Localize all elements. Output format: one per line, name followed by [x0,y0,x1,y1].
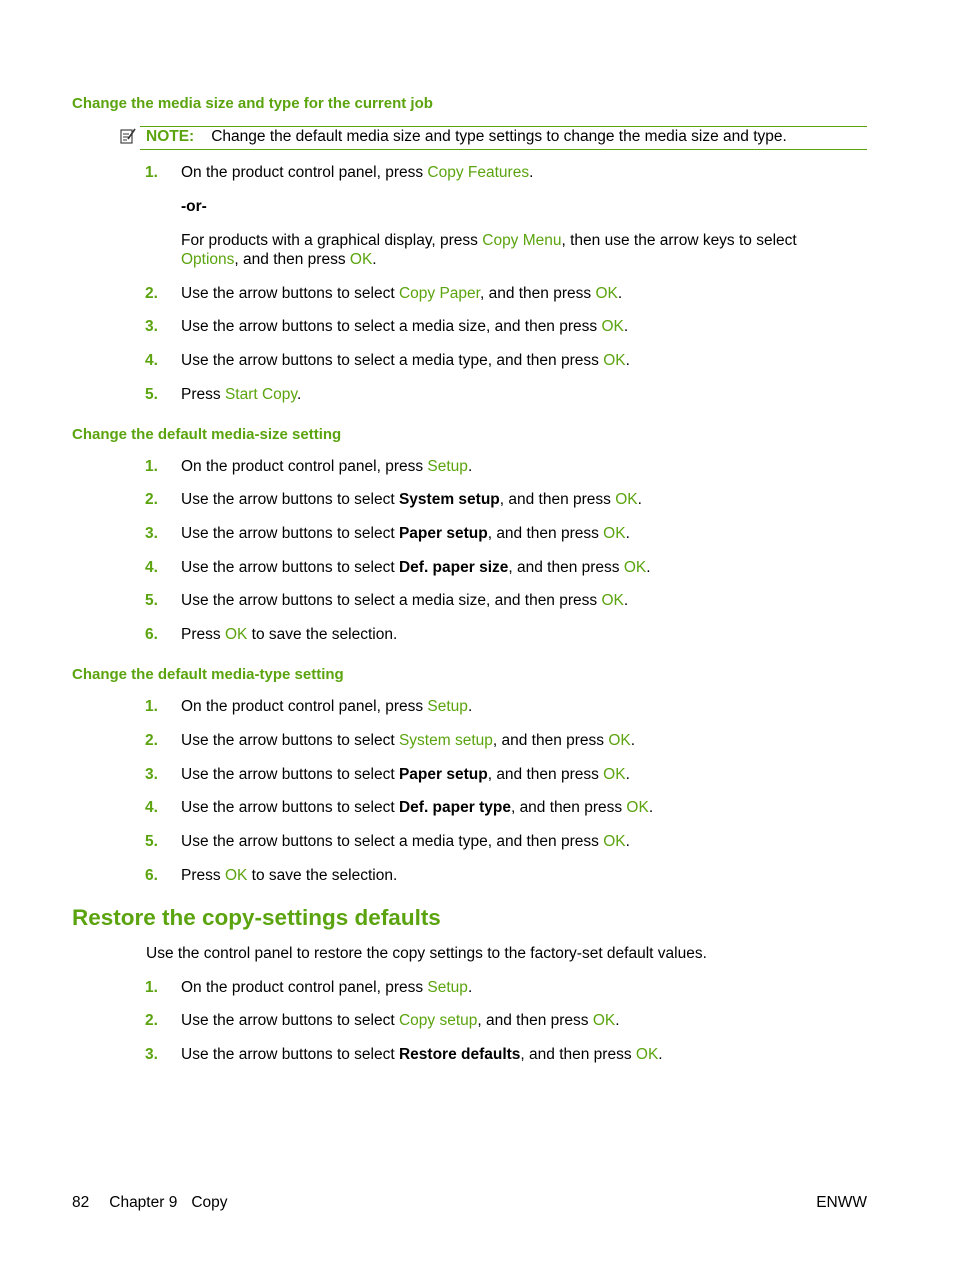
step-fragment: , and then press [479,285,596,302]
step-text [181,979,472,997]
step-number: 3. [145,318,158,335]
step-fragment: Press [181,626,225,643]
ui-term: OK [615,491,638,508]
step-text [181,766,630,784]
ui-term: Setup [427,698,468,715]
step-fragment: Press [181,867,225,884]
step-number: 1. [145,458,158,475]
ui-term: OK [626,799,649,816]
step-fragment: Use the arrow buttons to select [181,285,399,302]
menu-item-term: Def. paper type [398,799,511,816]
step-text [181,386,301,404]
ui-term: OK [603,833,626,850]
step-number: 5. [145,386,158,403]
step-fragment: On the product control panel, press [181,979,428,996]
step-fragment: . [615,1012,620,1029]
step-text [181,352,630,370]
step-fragment: to save the selection. [247,867,398,884]
ui-term: OK [603,766,626,783]
step-fragment: , and then press [234,251,350,268]
section-heading-current-job: Change the media size and type for the current job [72,95,433,112]
step-number: 2. [145,491,158,508]
step-fragment: Press [181,386,225,403]
step-fragment: . [467,458,473,475]
step-fragment: Use the arrow buttons to select [181,1046,399,1063]
step-fragment: . [630,732,636,749]
step-fragment: . [623,592,629,609]
ui-term: Options [181,251,235,268]
step-text [181,698,472,716]
step-text [181,559,651,577]
page-number: 82 [72,1194,90,1211]
ui-term: OK [595,285,618,302]
step-fragment: Use the arrow buttons to select a media size, and then press [181,592,602,609]
note-label: NOTE: [146,128,195,145]
step-fragment: . [625,766,630,783]
note-bottom-rule [140,149,867,150]
step-fragment: . [648,799,654,816]
step-fragment: . [658,1046,663,1063]
step-fragment: Use the arrow buttons to select [181,525,399,542]
section-intro: Use the control panel to restore the copy settings to the factory-set default values. [146,945,707,962]
step-fragment: Use the arrow buttons to select [181,732,399,749]
step-fragment: On the product control panel, press [181,458,428,475]
step-text [181,251,377,269]
page-footer-right: ENWW [816,1194,867,1211]
section-heading-media-size: Change the default media-size setting [72,426,342,443]
step-fragment: Use the arrow buttons to select a media size, and then press [181,318,602,335]
note-icon [119,127,137,150]
step-text [181,626,397,644]
ui-term: OK [224,626,248,643]
step-number: 2. [145,285,158,302]
ui-term: Copy Features [427,164,530,181]
note-top-rule [140,126,867,127]
ui-term: Start Copy [224,386,298,403]
step-number: 6. [145,867,158,884]
step-text-or [181,198,207,216]
step-fragment: , and then press [477,1012,593,1029]
menu-item-term: System setup [398,491,500,508]
menu-item-term: Restore defaults [398,1046,521,1063]
step-fragment: to save the selection. [247,626,398,643]
step-fragment: , then use the arrow keys to select [561,232,797,249]
step-fragment: , and then press [499,491,616,508]
step-fragment: For products with a graphical display, press [181,232,483,249]
step-fragment: . [646,559,651,576]
step-fragment: . [372,251,377,268]
step-fragment: . [529,164,534,181]
step-number: 2. [145,732,158,749]
page-footer-left [72,1194,228,1212]
chapter-label: Chapter 9 [109,1194,178,1211]
step-fragment: Use the arrow buttons to select [181,799,399,816]
step-text [181,458,472,476]
ui-term: OK [601,318,624,335]
step-fragment: Use the arrow buttons to select a media type, and then press [181,833,604,850]
step-fragment: Use the arrow buttons to select [181,559,399,576]
step-text [181,799,653,817]
ui-term: OK [603,352,626,369]
step-number: 4. [145,799,158,816]
step-fragment: . [467,698,473,715]
ui-term: System setup [398,732,493,749]
step-text [181,833,630,851]
step-text [181,318,628,336]
ui-term: OK [592,1012,616,1029]
step-fragment: . [625,525,630,542]
step-number: 3. [145,525,158,542]
step-text [181,525,630,543]
menu-item-term: Paper setup [398,525,488,542]
ui-term: OK [349,251,373,268]
ui-term: OK [603,525,626,542]
step-fragment: . [637,491,642,508]
ui-term: Copy setup [398,1012,478,1029]
menu-item-term: -or- [181,198,207,215]
ui-term: OK [601,592,624,609]
ui-term: OK [623,559,647,576]
step-fragment: , and then press [487,525,604,542]
ui-term: OK [224,867,248,884]
step-fragment: . [467,979,473,996]
step-text [181,232,797,250]
step-fragment: , and then press [508,559,624,576]
ui-term: Copy Menu [482,232,562,249]
step-number: 6. [145,626,158,643]
step-number: 4. [145,559,158,576]
step-fragment: , and then press [487,766,604,783]
note-text: Change the default media size and type settings to change the media size and type. [211,128,787,145]
step-number: 5. [145,592,158,609]
step-number: 1. [145,979,158,996]
step-fragment: Use the arrow buttons to select [181,1012,399,1029]
step-number: 3. [145,1046,158,1063]
step-fragment: , and then press [520,1046,636,1063]
step-fragment: , and then press [492,732,609,749]
step-text [181,491,642,509]
step-number: 3. [145,766,158,783]
section-title-restore: Restore the copy-settings defaults [72,905,441,930]
step-fragment: . [623,318,629,335]
step-text [181,592,628,610]
step-fragment: , and then press [510,799,627,816]
menu-item-term: Paper setup [398,766,488,783]
step-number: 4. [145,352,158,369]
step-number: 1. [145,164,158,181]
step-text [181,867,397,885]
step-number: 2. [145,1012,158,1029]
ui-term: OK [635,1046,659,1063]
step-number: 5. [145,833,158,850]
menu-item-term: Def. paper size [398,559,509,576]
step-fragment: Use the arrow buttons to select [181,766,399,783]
step-fragment: . [625,833,630,850]
step-fragment: Use the arrow buttons to select [181,491,399,508]
step-fragment: . [625,352,630,369]
note [146,128,787,146]
step-fragment: . [297,386,302,403]
step-fragment: On the product control panel, press [181,164,428,181]
step-text [181,732,635,750]
step-fragment: . [617,285,623,302]
step-text [181,164,533,182]
step-text [181,1046,663,1064]
ui-term: Setup [427,979,468,996]
step-fragment: Use the arrow buttons to select a media type, and then press [181,352,604,369]
step-fragment: On the product control panel, press [181,698,428,715]
ui-term: Setup [427,458,468,475]
ui-term: Copy Paper [398,285,480,302]
section-heading-media-type: Change the default media-type setting [72,666,344,683]
chapter-title: Copy [191,1194,228,1211]
step-text [181,1012,620,1030]
step-text [181,285,622,303]
step-number: 1. [145,698,158,715]
ui-term: OK [608,732,631,749]
